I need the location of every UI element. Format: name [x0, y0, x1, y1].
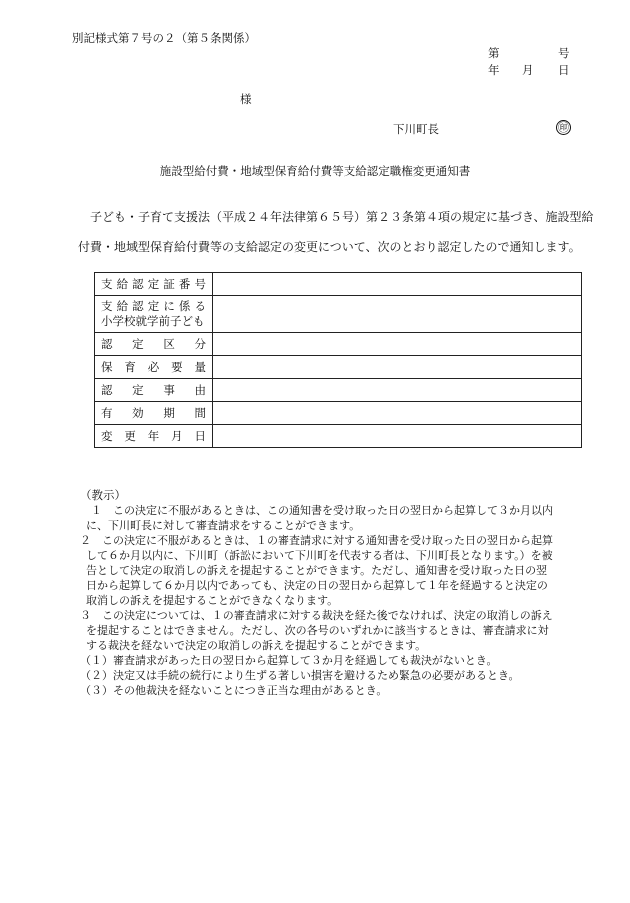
table-row: [95, 273, 582, 296]
date-day-label: 日: [558, 63, 570, 77]
addressee-suffix: 様: [240, 92, 252, 106]
certification-table: [94, 272, 582, 448]
row-value: [213, 402, 582, 425]
row-label-text: 認 定 区 分: [101, 337, 206, 351]
row-label: [95, 333, 213, 356]
table-row: [95, 296, 582, 333]
notes-line: （３）その他裁決を経ないことにつき正当な理由があるとき。: [80, 684, 388, 697]
notes-line: （２）決定又は手続の続行により生ずる著しい損害を避けるため緊急の必要があるとき。: [80, 669, 520, 682]
table-row: [95, 379, 582, 402]
row-value: [213, 333, 582, 356]
notes-line: （１）審査請求があった日の翌日から起算して３か月を経過しても裁決がないとき。: [80, 654, 498, 667]
row-label-text: 保 育 必 要 量: [101, 360, 206, 374]
notes-line: を提起することはできません。ただし、次の各号のいずれかに該当するときは、審査請求に対: [86, 624, 549, 637]
row-label: [95, 296, 213, 333]
notes-line: 日から起算して６か月以内であっても、決定の日の翌日から起算して１年を経過すると決定の: [86, 579, 548, 592]
body-text-line: 付費・地域型保育給付費等の支給認定の変更について、次のとおり認定したので通知します。: [78, 240, 581, 254]
notes-heading: （教示）: [80, 488, 126, 502]
table-row: [95, 425, 582, 448]
row-value: [213, 379, 582, 402]
row-label: [95, 379, 213, 402]
table-row: [95, 333, 582, 356]
form-label: 別記様式第７号の２（第５条関係）: [72, 31, 256, 45]
row-label: [95, 425, 213, 448]
notes-line: 告として決定の取消しの訴えを提起することができます。ただし、通知書を受け取った日の翌: [86, 564, 548, 577]
row-label-text: 小学校就学前子ども: [101, 314, 205, 328]
notes-line: ２ この決定に不服があるときは、１の審査請求に対する通知書を受け取った日の翌日から起算: [80, 534, 553, 547]
notes-line: して６か月以内に、下川町（訴訟において下川町を代表する者は、下川町長となります。）を被: [86, 549, 553, 562]
document-title: 施設型給付費・地域型保育給付費等支給認定職権変更通知書: [159, 164, 471, 178]
row-label-text: 支 給 認 定 に 係 る: [101, 299, 206, 313]
notes-line: ３ この決定については、１の審査請求に対する裁決を経た後でなければ、決定の取消しの訴え: [80, 609, 553, 622]
body-text-line: 子ども・子育て支援法（平成２４年法律第６５号）第２３条第４項の規定に基づき、施設型給: [90, 210, 594, 224]
date-year-label: 年: [488, 63, 500, 77]
table-row: [95, 402, 582, 425]
notes-line: する裁決を経ないで決定の取消しの訴えを提起することができます。: [86, 639, 427, 652]
doc-number-suffix: 号: [558, 46, 570, 60]
row-label-text: 有 効 期 間: [101, 406, 206, 420]
seal-icon: ㊞: [558, 121, 569, 134]
row-label: [95, 356, 213, 379]
notes-line: １ この決定に不服があるときは、この通知書を受け取った日の翌日から起算して３か月以内: [80, 504, 553, 517]
doc-number-label: 第: [488, 46, 500, 60]
row-value: [213, 356, 582, 379]
table-row: [95, 356, 582, 379]
notes-line: 取消しの訴えを提起することができなくなります。: [86, 594, 339, 607]
row-value: [213, 296, 582, 333]
row-label: [95, 273, 213, 296]
row-label: [95, 402, 213, 425]
notes-line: に、下川町長に対して審査請求をすることができます。: [86, 519, 361, 532]
row-value: [213, 273, 582, 296]
row-value: [213, 425, 582, 448]
row-label-text: 変 更 年 月 日: [101, 429, 206, 443]
date-month-label: 月: [522, 63, 534, 77]
row-label-text: 認 定 事 由: [101, 383, 206, 397]
issuer-name: 下川町長: [393, 122, 439, 136]
row-label-text: 支 給 認 定 証 番 号: [101, 277, 206, 291]
